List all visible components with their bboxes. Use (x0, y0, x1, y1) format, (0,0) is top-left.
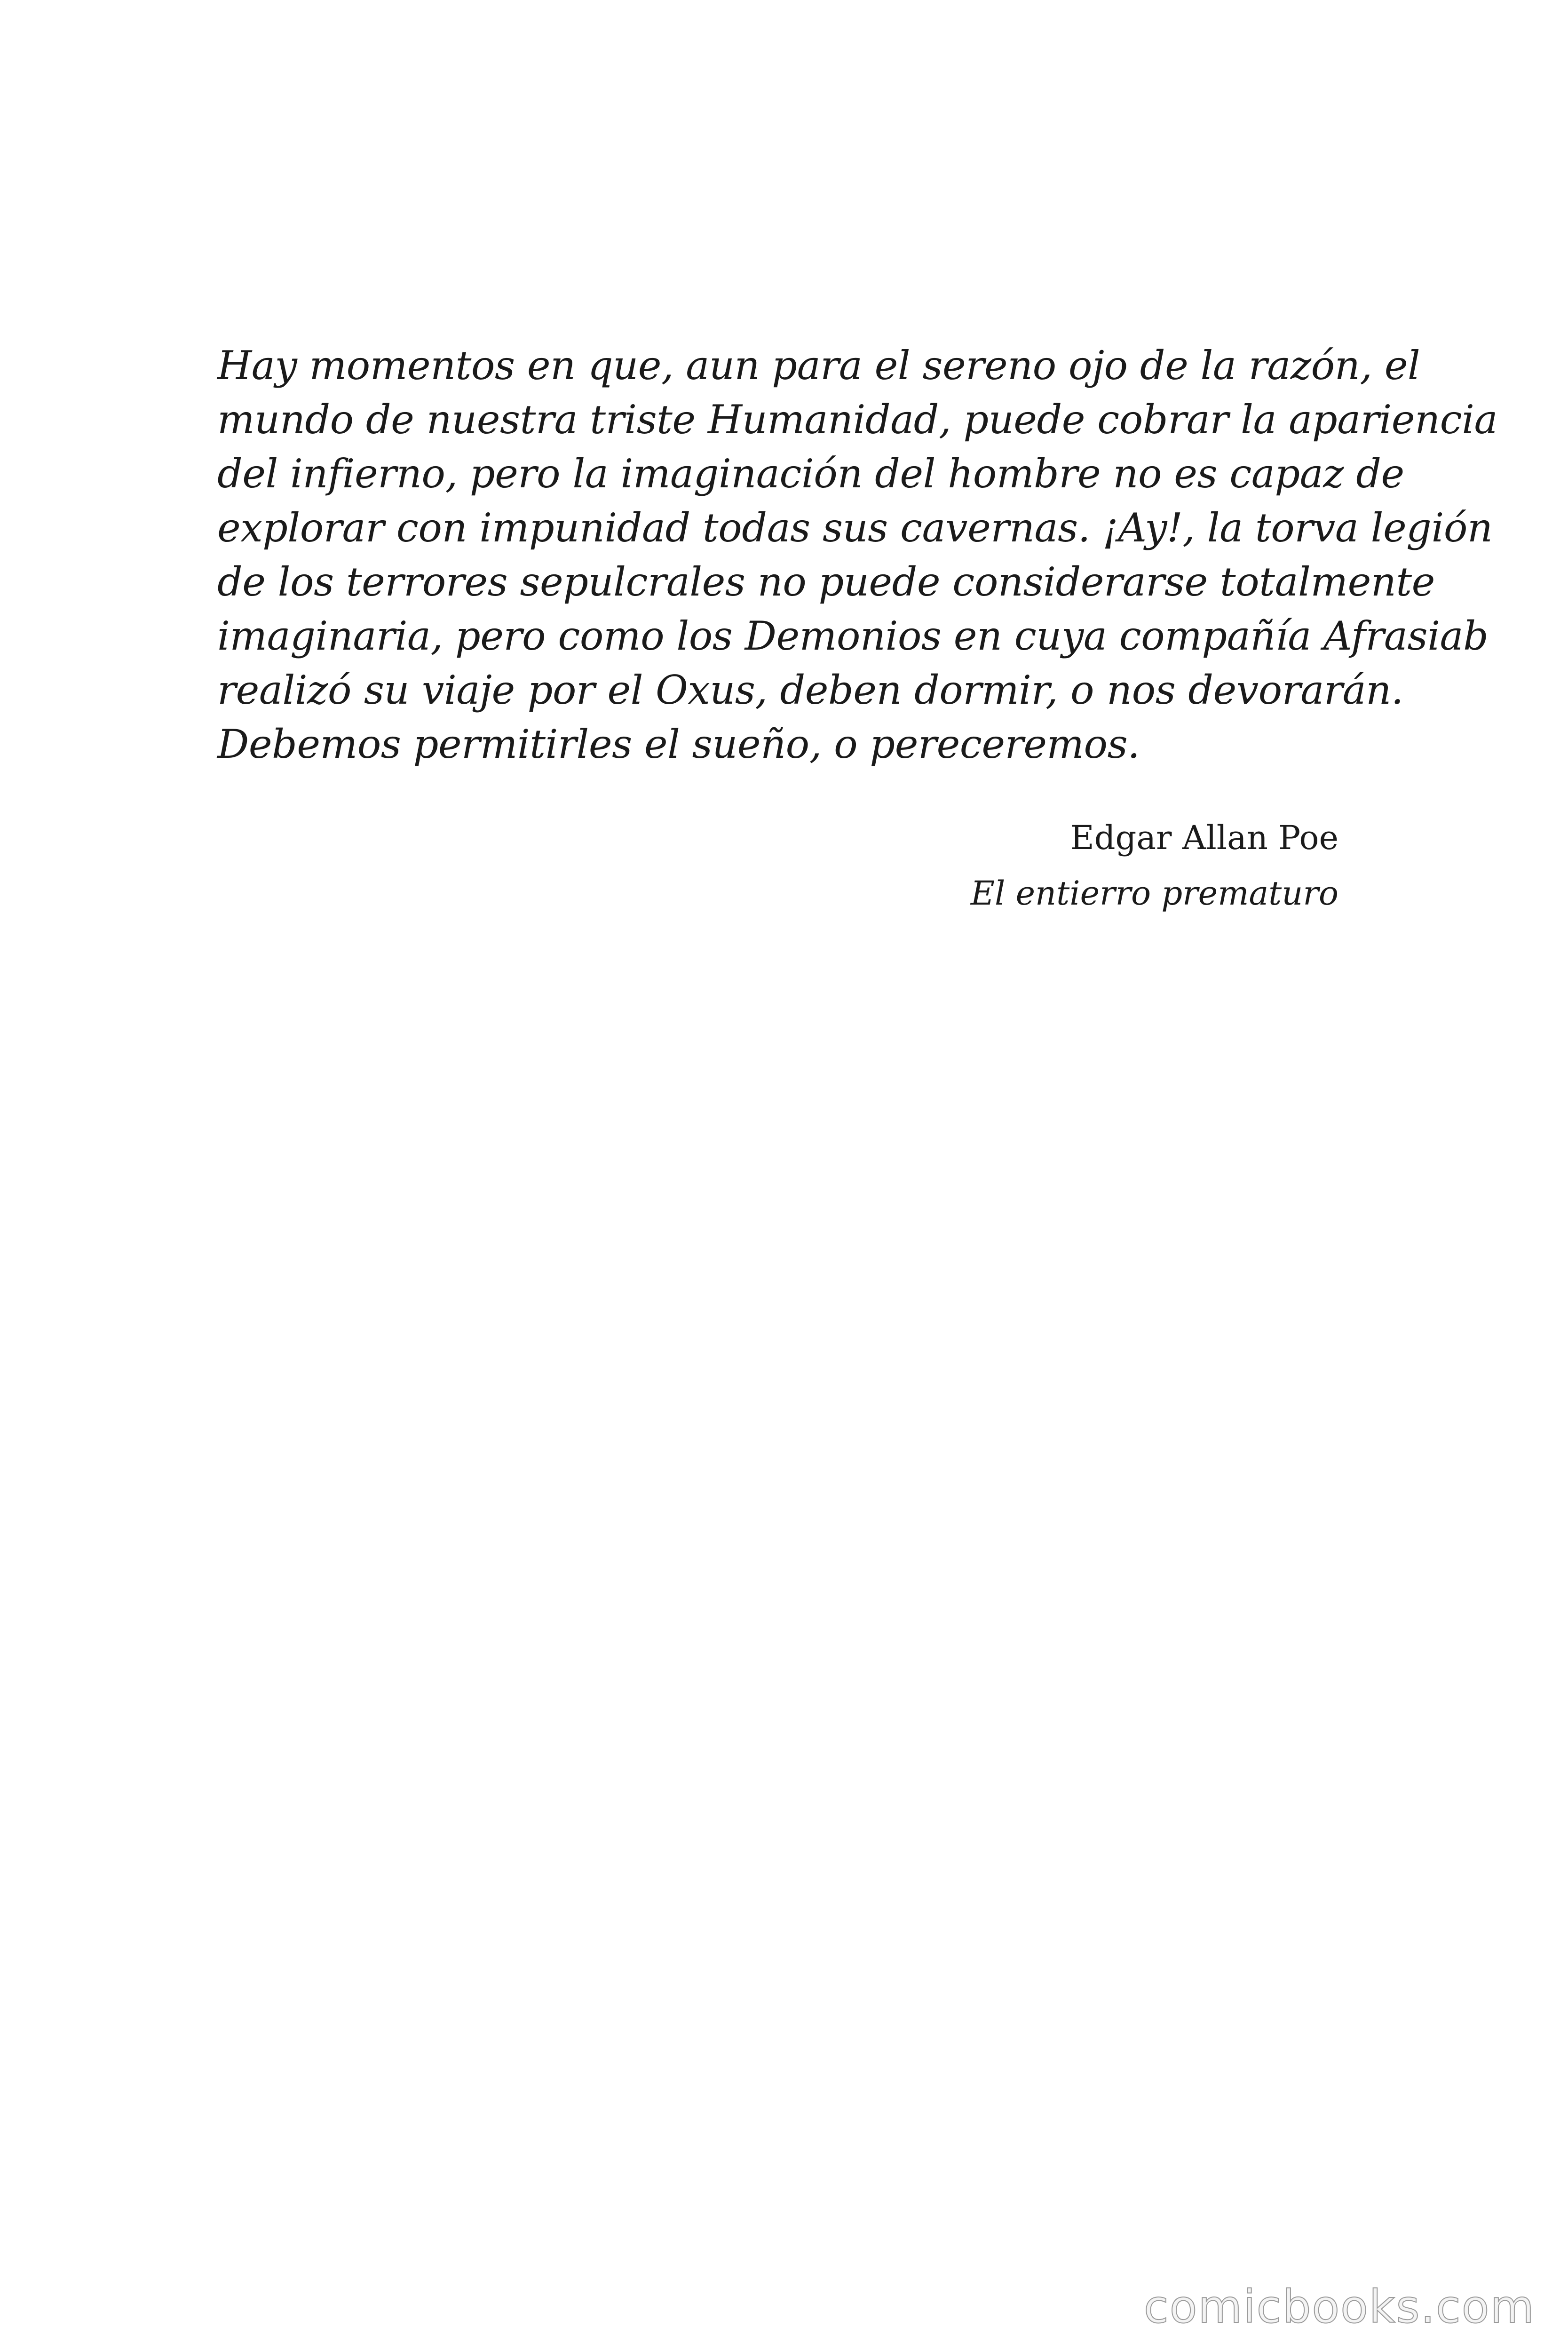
quote-line: realizó su viaje por el Oxus, deben dormir, o nos devorarán. (217, 667, 1403, 713)
author-name: Edgar Allan Poe (1070, 818, 1338, 857)
quote-line: Debemos permitirles el sueño, o pereceremos. (217, 721, 1140, 767)
quote-line: mundo de nuestra triste Humanidad, puede cobrar la apariencia (217, 397, 1498, 443)
watermark: comicbooks.com (1143, 2280, 1535, 2333)
epigraph-quote (217, 339, 1498, 771)
work-title: El entierro prematuro (970, 874, 1338, 913)
quote-line: del infierno, pero la imaginación del hombre no es capaz de (217, 451, 1404, 497)
quote-line: imaginaria, pero como los Demonios en cuya compañía Afrasiab (217, 613, 1489, 659)
attribution (971, 810, 1338, 921)
quote-line: de los terrores sepulcrales no puede considerarse totalmente (217, 559, 1435, 605)
quote-line: explorar con impunidad todas sus cavernas. ¡Ay!, la torva legión (217, 505, 1493, 551)
quote-line: Hay momentos en que, aun para el sereno ojo de la razón, el (217, 342, 1420, 389)
